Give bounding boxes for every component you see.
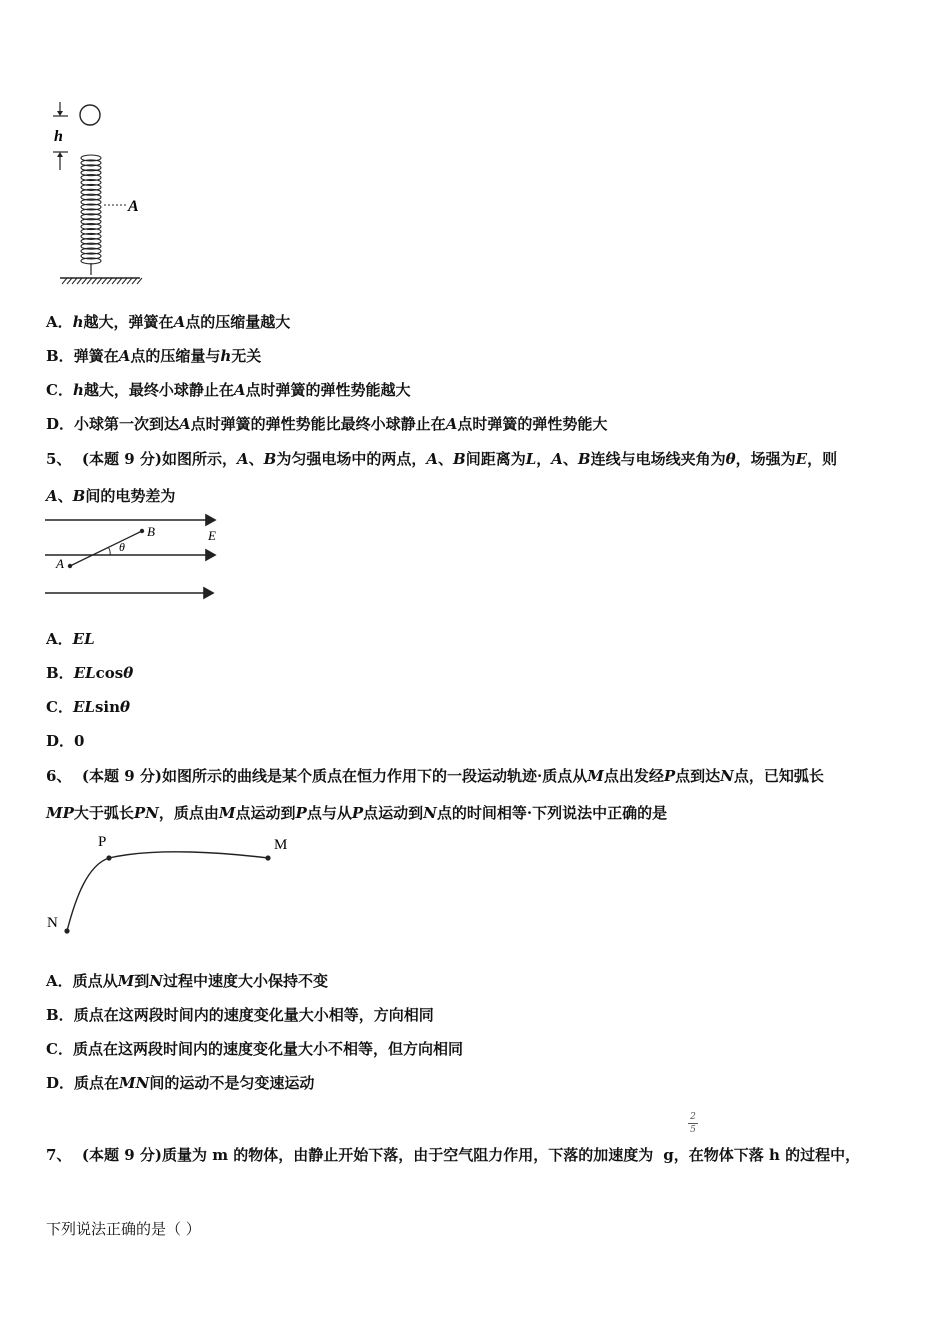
q6-option-a: A．质点从M到N过程中速度大小保持不变 — [46, 972, 329, 990]
fraction-numerator: 2 — [690, 1112, 696, 1122]
point-p-label: P — [98, 834, 107, 850]
segment-ab — [70, 531, 142, 566]
trajectory-curve — [67, 852, 268, 931]
point-a-label: A — [128, 198, 139, 215]
q5-option-c: C．ELsinθ — [46, 698, 131, 716]
q7-stem-line2: 下列说法正确的是（ ） — [46, 1220, 201, 1238]
q6-option-c: C．质点在这两段时间内的速度变化量大小不相等，但方向相同 — [46, 1040, 463, 1058]
q6-option-b: B．质点在这两段时间内的速度变化量大小相等，方向相同 — [46, 1006, 434, 1024]
point-a-label: A — [56, 556, 64, 571]
ground-hatch — [62, 278, 142, 284]
field-e-label: E — [208, 528, 216, 543]
q5-option-a: A．EL — [46, 630, 95, 648]
point-p — [106, 855, 111, 860]
point-n — [64, 928, 69, 933]
q7-fraction — [688, 1112, 698, 1135]
q4-option-a: A．h越大，弹簧在A点的压缩量越大 — [46, 313, 291, 331]
q4-option-d: D．小球第一次到达A点时弹簧的弹性势能比最终小球静止在A点时弹簧的弹性势能大 — [46, 415, 608, 433]
spring-figure — [48, 98, 148, 290]
field-figure — [40, 510, 230, 605]
q4-option-c: C．h越大，最终小球静止在A点时弹簧的弹性势能越大 — [46, 381, 411, 399]
q6-stem-line2: MP大于弧长PN，质点由M点运动到P点与从P点运动到N点的时间相等·下列说法中正确的是 — [46, 804, 668, 822]
q5-option-d: D．0 — [46, 732, 85, 750]
q5-option-b: B．ELcosθ — [46, 664, 134, 682]
q6-stem-line1: 6、 (本题 9 分)如图所示的曲线是某个质点在恒力作用下的一段运动轨迹·质点从M点出发经P点到达N点，已知弧长 — [46, 767, 824, 785]
ball — [80, 105, 100, 125]
height-label: h — [54, 128, 63, 145]
theta-label: θ — [119, 540, 125, 554]
point-b — [140, 529, 144, 533]
q5-stem-line1: 5、 (本题 9 分)如图所示，A、B为匀强电场中的两点，A、B间距离为L，A、B连线与电场线夹角为θ，场强为E，则 — [46, 450, 838, 468]
q5-stem-line2: A、B间的电势差为 — [46, 487, 176, 505]
point-a — [68, 564, 72, 568]
trajectory-figure — [42, 830, 302, 942]
q4-option-b: B．弹簧在A点的压缩量与h无关 — [46, 347, 262, 365]
fraction-denominator: 5 — [690, 1125, 696, 1135]
point-m-label: M — [274, 837, 288, 853]
point-m — [265, 855, 270, 860]
point-n-label: N — [47, 915, 58, 931]
point-b-label: B — [147, 524, 155, 539]
q6-option-d: D．质点在MN间的运动不是匀变速运动 — [46, 1074, 315, 1092]
spring-coil — [81, 155, 101, 264]
q7-stem-line1: 7、 (本题 9 分)质量为 m 的物体，由静止开始下落，由于空气阻力作用，下落的加速度为 g，在物体下落 h 的过程中， — [46, 1146, 861, 1164]
